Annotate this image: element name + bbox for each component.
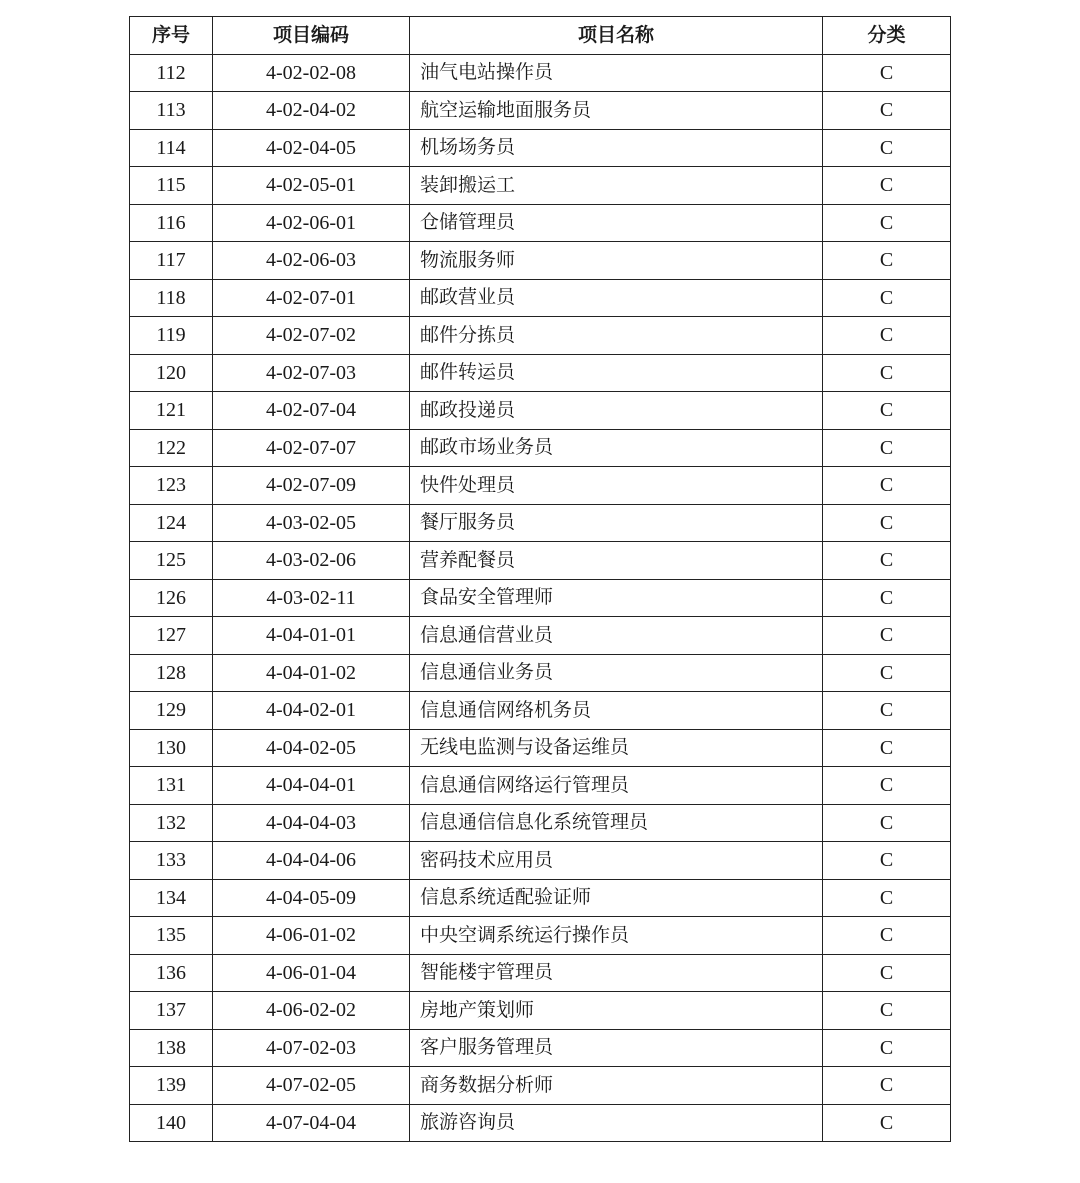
row-category: C	[823, 242, 951, 280]
row-code: 4-02-02-08	[213, 54, 410, 92]
row-name: 旅游咨询员	[410, 1104, 823, 1142]
table-row	[130, 354, 951, 392]
table-row	[130, 654, 951, 692]
row-category: C	[823, 317, 951, 355]
table-row	[130, 167, 951, 205]
row-name: 机场场务员	[410, 129, 823, 167]
row-category: C	[823, 617, 951, 655]
row-category: C	[823, 1067, 951, 1105]
row-category: C	[823, 954, 951, 992]
table-body	[130, 54, 951, 1142]
row-seq: 116	[130, 204, 213, 242]
row-seq: 124	[130, 504, 213, 542]
row-seq: 126	[130, 579, 213, 617]
row-code: 4-02-07-04	[213, 392, 410, 430]
table-row	[130, 1029, 951, 1067]
row-code: 4-06-01-04	[213, 954, 410, 992]
row-code: 4-06-02-02	[213, 992, 410, 1030]
header-name: 项目名称	[410, 17, 823, 55]
row-code: 4-02-06-03	[213, 242, 410, 280]
row-category: C	[823, 504, 951, 542]
row-seq: 118	[130, 279, 213, 317]
row-seq: 114	[130, 129, 213, 167]
row-category: C	[823, 129, 951, 167]
table-row	[130, 54, 951, 92]
row-category: C	[823, 54, 951, 92]
row-name: 物流服务师	[410, 242, 823, 280]
row-seq: 125	[130, 542, 213, 580]
row-seq: 119	[130, 317, 213, 355]
row-category: C	[823, 167, 951, 205]
row-seq: 131	[130, 767, 213, 805]
table-row	[130, 504, 951, 542]
row-code: 4-02-07-02	[213, 317, 410, 355]
row-name: 信息通信网络机务员	[410, 692, 823, 730]
table-row	[130, 204, 951, 242]
table-row	[130, 129, 951, 167]
row-seq: 112	[130, 54, 213, 92]
row-seq: 133	[130, 842, 213, 880]
table-row	[130, 767, 951, 805]
table-row	[130, 842, 951, 880]
row-seq: 136	[130, 954, 213, 992]
table-row	[130, 392, 951, 430]
row-category: C	[823, 204, 951, 242]
row-name: 营养配餐员	[410, 542, 823, 580]
row-category: C	[823, 992, 951, 1030]
table-row	[130, 692, 951, 730]
row-seq: 122	[130, 429, 213, 467]
row-category: C	[823, 354, 951, 392]
row-code: 4-04-01-02	[213, 654, 410, 692]
row-name: 信息通信营业员	[410, 617, 823, 655]
table-row	[130, 429, 951, 467]
row-category: C	[823, 429, 951, 467]
row-category: C	[823, 917, 951, 955]
row-name: 中央空调系统运行操作员	[410, 917, 823, 955]
row-name: 食品安全管理师	[410, 579, 823, 617]
row-name: 航空运输地面服务员	[410, 92, 823, 130]
row-name: 邮政市场业务员	[410, 429, 823, 467]
table-row	[130, 317, 951, 355]
row-category: C	[823, 92, 951, 130]
row-category: C	[823, 392, 951, 430]
table-row	[130, 804, 951, 842]
table-row	[130, 542, 951, 580]
row-name: 快件处理员	[410, 467, 823, 505]
row-name: 信息通信网络运行管理员	[410, 767, 823, 805]
row-code: 4-04-05-09	[213, 879, 410, 917]
row-seq: 130	[130, 729, 213, 767]
row-seq: 117	[130, 242, 213, 280]
row-seq: 139	[130, 1067, 213, 1105]
row-seq: 127	[130, 617, 213, 655]
row-code: 4-03-02-05	[213, 504, 410, 542]
table-row	[130, 954, 951, 992]
row-name: 油气电站操作员	[410, 54, 823, 92]
row-category: C	[823, 279, 951, 317]
row-seq: 138	[130, 1029, 213, 1067]
row-seq: 132	[130, 804, 213, 842]
table-row	[130, 92, 951, 130]
row-code: 4-04-01-01	[213, 617, 410, 655]
table-row	[130, 279, 951, 317]
row-code: 4-02-07-03	[213, 354, 410, 392]
row-code: 4-07-04-04	[213, 1104, 410, 1142]
row-code: 4-03-02-06	[213, 542, 410, 580]
table-row	[130, 467, 951, 505]
row-category: C	[823, 579, 951, 617]
row-seq: 120	[130, 354, 213, 392]
table-header-row	[130, 17, 951, 55]
occupation-table	[129, 16, 951, 1142]
table-row	[130, 992, 951, 1030]
row-seq: 123	[130, 467, 213, 505]
row-code: 4-07-02-03	[213, 1029, 410, 1067]
row-code: 4-04-02-01	[213, 692, 410, 730]
row-code: 4-04-04-01	[213, 767, 410, 805]
row-name: 密码技术应用员	[410, 842, 823, 880]
row-code: 4-03-02-11	[213, 579, 410, 617]
row-category: C	[823, 879, 951, 917]
row-seq: 135	[130, 917, 213, 955]
row-code: 4-02-07-01	[213, 279, 410, 317]
row-seq: 137	[130, 992, 213, 1030]
row-seq: 140	[130, 1104, 213, 1142]
row-code: 4-04-02-05	[213, 729, 410, 767]
row-seq: 113	[130, 92, 213, 130]
row-seq: 128	[130, 654, 213, 692]
row-name: 信息通信业务员	[410, 654, 823, 692]
row-category: C	[823, 1029, 951, 1067]
row-name: 客户服务管理员	[410, 1029, 823, 1067]
row-category: C	[823, 1104, 951, 1142]
row-name: 商务数据分析师	[410, 1067, 823, 1105]
row-name: 邮件转运员	[410, 354, 823, 392]
row-name: 仓储管理员	[410, 204, 823, 242]
row-category: C	[823, 804, 951, 842]
row-code: 4-07-02-05	[213, 1067, 410, 1105]
row-name: 邮件分拣员	[410, 317, 823, 355]
row-seq: 134	[130, 879, 213, 917]
row-code: 4-06-01-02	[213, 917, 410, 955]
row-code: 4-02-04-02	[213, 92, 410, 130]
row-seq: 121	[130, 392, 213, 430]
row-category: C	[823, 767, 951, 805]
table-row	[130, 879, 951, 917]
row-name: 房地产策划师	[410, 992, 823, 1030]
table-row	[130, 617, 951, 655]
row-code: 4-04-04-06	[213, 842, 410, 880]
row-code: 4-02-06-01	[213, 204, 410, 242]
row-seq: 115	[130, 167, 213, 205]
row-code: 4-02-07-09	[213, 467, 410, 505]
row-category: C	[823, 729, 951, 767]
row-category: C	[823, 542, 951, 580]
row-code: 4-02-05-01	[213, 167, 410, 205]
row-code: 4-02-07-07	[213, 429, 410, 467]
row-code: 4-04-04-03	[213, 804, 410, 842]
table-row	[130, 579, 951, 617]
table-row	[130, 729, 951, 767]
header-code: 项目编码	[213, 17, 410, 55]
row-name: 邮政投递员	[410, 392, 823, 430]
row-name: 餐厅服务员	[410, 504, 823, 542]
table-row	[130, 242, 951, 280]
table-row	[130, 1104, 951, 1142]
row-category: C	[823, 842, 951, 880]
row-name: 无线电监测与设备运维员	[410, 729, 823, 767]
row-name: 装卸搬运工	[410, 167, 823, 205]
row-code: 4-02-04-05	[213, 129, 410, 167]
row-category: C	[823, 654, 951, 692]
table-row	[130, 1067, 951, 1105]
header-category: 分类	[823, 17, 951, 55]
row-category: C	[823, 467, 951, 505]
table-row	[130, 917, 951, 955]
row-name: 智能楼宇管理员	[410, 954, 823, 992]
row-name: 信息通信信息化系统管理员	[410, 804, 823, 842]
row-category: C	[823, 692, 951, 730]
row-name: 邮政营业员	[410, 279, 823, 317]
row-seq: 129	[130, 692, 213, 730]
header-seq: 序号	[130, 17, 213, 55]
row-name: 信息系统适配验证师	[410, 879, 823, 917]
